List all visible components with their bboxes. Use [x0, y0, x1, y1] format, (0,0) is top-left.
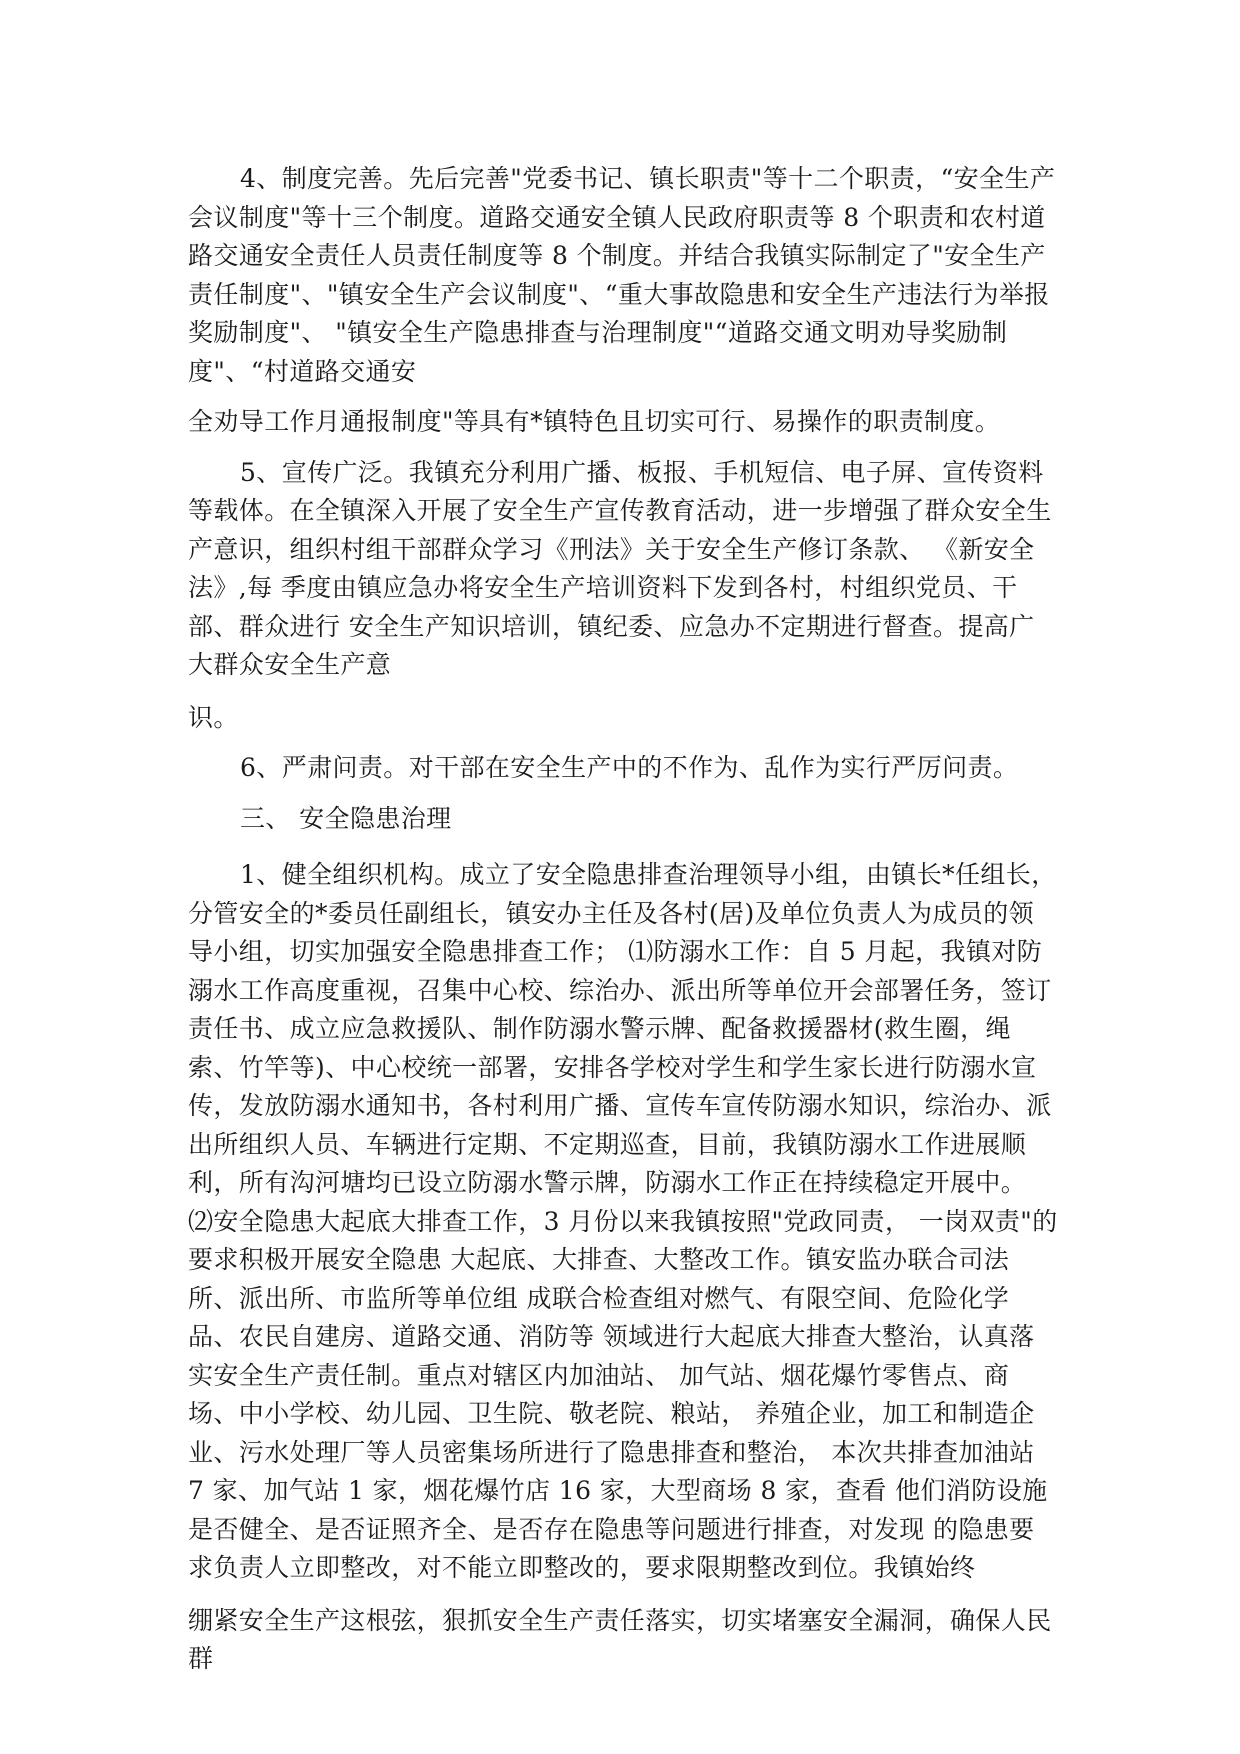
- paragraph-institution-improvement: 4、制度完善。先后完善"党委书记、镇长职责"等十二个职责，“安全生产会议制度"等十三个制度。道路交通安全镇人民政府职责等 8 个职责和农村道路交通安全责任人员责任制度等 8 个制度。并结合我镇实际制定了"安全生产责任制度"、"镇安全生产会议制度"、“重大事故隐患和安全生产违法行为举报奖励制度"、 "镇安全生产隐患排查与治理制度"“道路交通文明劝导奖励制度"、“村道路交通安: [188, 164, 1056, 386]
- paragraph-organization: 1、健全组织机构。成立了安全隐患排查治理领导小组，由镇长*任组长，分管安全的*委员任副组长，镇安办主任及各村(居)及单位负责人为成员的领导小组，切实加强安全隐患排查工作； ⑴防溺水工作：自 5 月起，我镇对防溺水工作高度重视，召集中心校、综治办、派出所等单位开会部署任务，签订责任书、成立应急救援队、制作防溺水警示牌、配备救援器材(救生圈，绳索、竹竿等)、中心校统一部署，安排各学校对学生和学生家长进行防溺水宣传，发放防溺水通知书，各村利用广播、宣传车宣传防溺水知识，综治办、派出所组织人员、车辆进行定期、不定期巡查，目前，我镇防溺水工作进展顺利，所有沟河塘均已设立防溺水警示牌，防溺水工作正在持续稳定开展中。 ⑵安全隐患大起底大排查工作，3 月份以来我镇按照"党政同责， 一岗双责"的要求积极开展安全隐患 大起底、大排查、大整改工作。镇安监办联合司法所、派出所、市监所等单位组 成联合检查组对燃气、有限空间、危险化学品、农民自建房、道路交通、消防等 领域进行大起底大排查大整治，认真落实安全生产责任制。重点对辖区内加油站、 加气站、烟花爆竹零售点、商场、中小学校、幼儿园、卫生院、敬老院、粮站， 养殖企业，加工和制造企业、污水处理厂等人员密集场所进行了隐患排查和整治， 本次共排查加油站 7 家、加气站 1 家，烟花爆竹店 16 家，大型商场 8 家，查看 他们消防设施是否健全、是否证照齐全、是否存在隐患等问题进行排查，对发现 的隐患要求负责人立即整改，对不能立即整改的，要求限期整改到位。我镇始终: [188, 860, 1058, 1582]
- section-heading: 三、 安全隐患治理: [240, 803, 452, 833]
- paragraph-final-line: 绷紧安全生产这根弦，狠抓安全生产责任落实，切实堵塞安全漏洞，确保人民群: [188, 1605, 1052, 1673]
- document-body: [188, 160, 1058, 1679]
- paragraph-accountability: 6、严肃问责。对干部在安全生产中的不作为、乱作为实行严厉问责。: [240, 753, 1019, 782]
- paragraph-publicity: 5、宣传广泛。我镇充分利用广播、板报、手机短信、电子屏、宣传资料等载体。在全镇深入开展了安全生产宣传教育活动，进一步增强了群众安全生产意识，组织村组干部群众学习《刑法》关于安全生产修订条款、 《新安全法》,每 季度由镇应急办将安全生产培训资料下发到各村，村组织党员、干部、群众进行 安全生产知识培训，镇纪委、应急办不定期进行督查。提高广大群众安全生产意: [188, 457, 1052, 679]
- paragraph-continuation-short: 识。: [188, 702, 239, 732]
- paragraph-continuation: 全劝导工作月通报制度"等具有*镇特色且切实可行、易操作的职责制度。: [188, 407, 1001, 436]
